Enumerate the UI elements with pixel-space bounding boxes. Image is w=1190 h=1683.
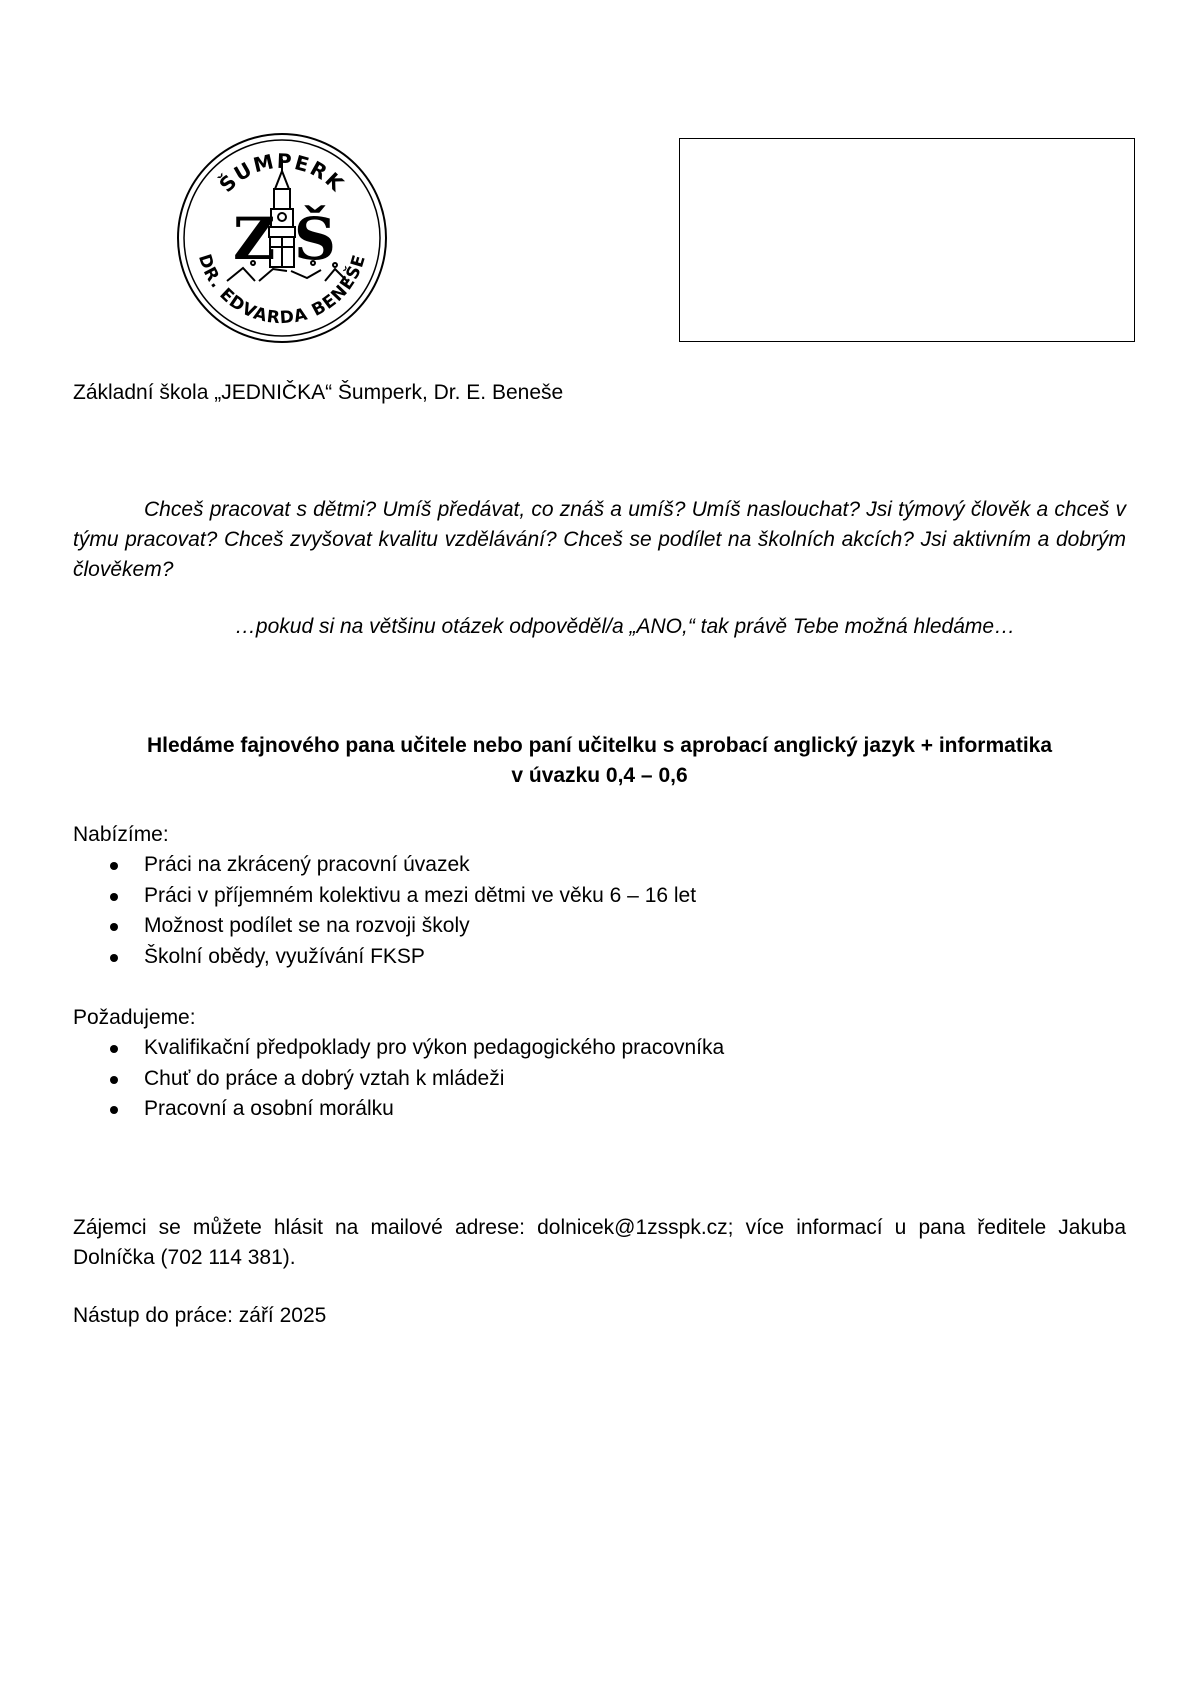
list-item <box>73 1033 724 1064</box>
school-seal-icon <box>175 131 389 345</box>
logo-letter-z: Z <box>233 205 276 273</box>
offer-item-text: Práci na zkrácený pracovní úvazek <box>144 853 470 876</box>
list-item <box>73 1064 724 1095</box>
headline-line-2: v úvazku 0,4 – 0,6 <box>511 764 688 787</box>
logo-top-text: ŠUMPERK <box>214 148 350 197</box>
bullet-icon <box>110 862 118 870</box>
bullet-icon <box>110 1106 118 1114</box>
logo-bottom-text: DR. EDVARDA BENEŠE <box>193 251 371 329</box>
offer-item-text: Práci v příjemném kolektivu a mezi dětmi ve věku 6 – 16 let <box>144 883 697 907</box>
job-headline <box>73 731 1126 791</box>
school-name: Základní škola „JEDNIČKA“ Šumperk, Dr. E. Beneše <box>73 381 564 404</box>
bullet-icon <box>110 1045 118 1053</box>
requirement-item-text: Pracovní a osobní morálku <box>144 1097 394 1120</box>
list-item <box>73 911 696 942</box>
requirements-list <box>73 1033 724 1125</box>
logo-letter-s: Š <box>294 205 336 273</box>
requirement-item-text: Chuť do práce a dobrý vztah k mládeži <box>144 1066 505 1090</box>
start-date: Nástup do práce: září 2025 <box>73 1304 327 1327</box>
tagline <box>0 612 1190 642</box>
offer-title: Nabízíme: <box>73 823 169 846</box>
bullet-icon <box>110 893 118 901</box>
tagline-text: …pokud si na většinu otázek odpověděl/a „ANO,“ tak právě Tebe možná hledáme… <box>234 615 1016 638</box>
headline-line-1: Hledáme fajnového pana učitele nebo paní učitelku s aprobací anglický jazyk + informatika <box>146 734 1053 757</box>
offer-list <box>73 850 696 972</box>
school-logo <box>175 131 389 345</box>
bullet-icon <box>110 923 118 931</box>
list-item <box>73 942 696 973</box>
contact-paragraph: Zájemci se můžete hlásit na mailové adrese: dolnicek@1zsspk.cz; více informací u pana ředitele Jakuba Dolníčka (702 114 381). <box>73 1216 1126 1269</box>
list-item <box>73 850 696 881</box>
intro-paragraph: Chceš pracovat s dětmi? Umíš předávat, co znáš a umíš? Umíš naslouchat? Jsi týmový člověk a chceš v týmu pracovat? Chceš zvyšovat kvalitu vzdělávání? Chceš se podílet na školních akcích? Jsi aktivním a dobrým člověkem? <box>73 498 1126 581</box>
offer-item-text: Možnost podílet se na rozvoji školy <box>144 914 470 937</box>
requirement-item-text: Kvalifikační předpoklady pro výkon pedagogického pracovníka <box>144 1036 725 1059</box>
empty-frame <box>679 138 1135 342</box>
bullet-icon <box>110 1076 118 1084</box>
bullet-icon <box>110 954 118 962</box>
requirements-title: Požadujeme: <box>73 1006 196 1029</box>
offer-item-text: Školní obědy, využívání FKSP <box>144 944 425 968</box>
list-item <box>73 1094 724 1125</box>
list-item <box>73 881 696 912</box>
